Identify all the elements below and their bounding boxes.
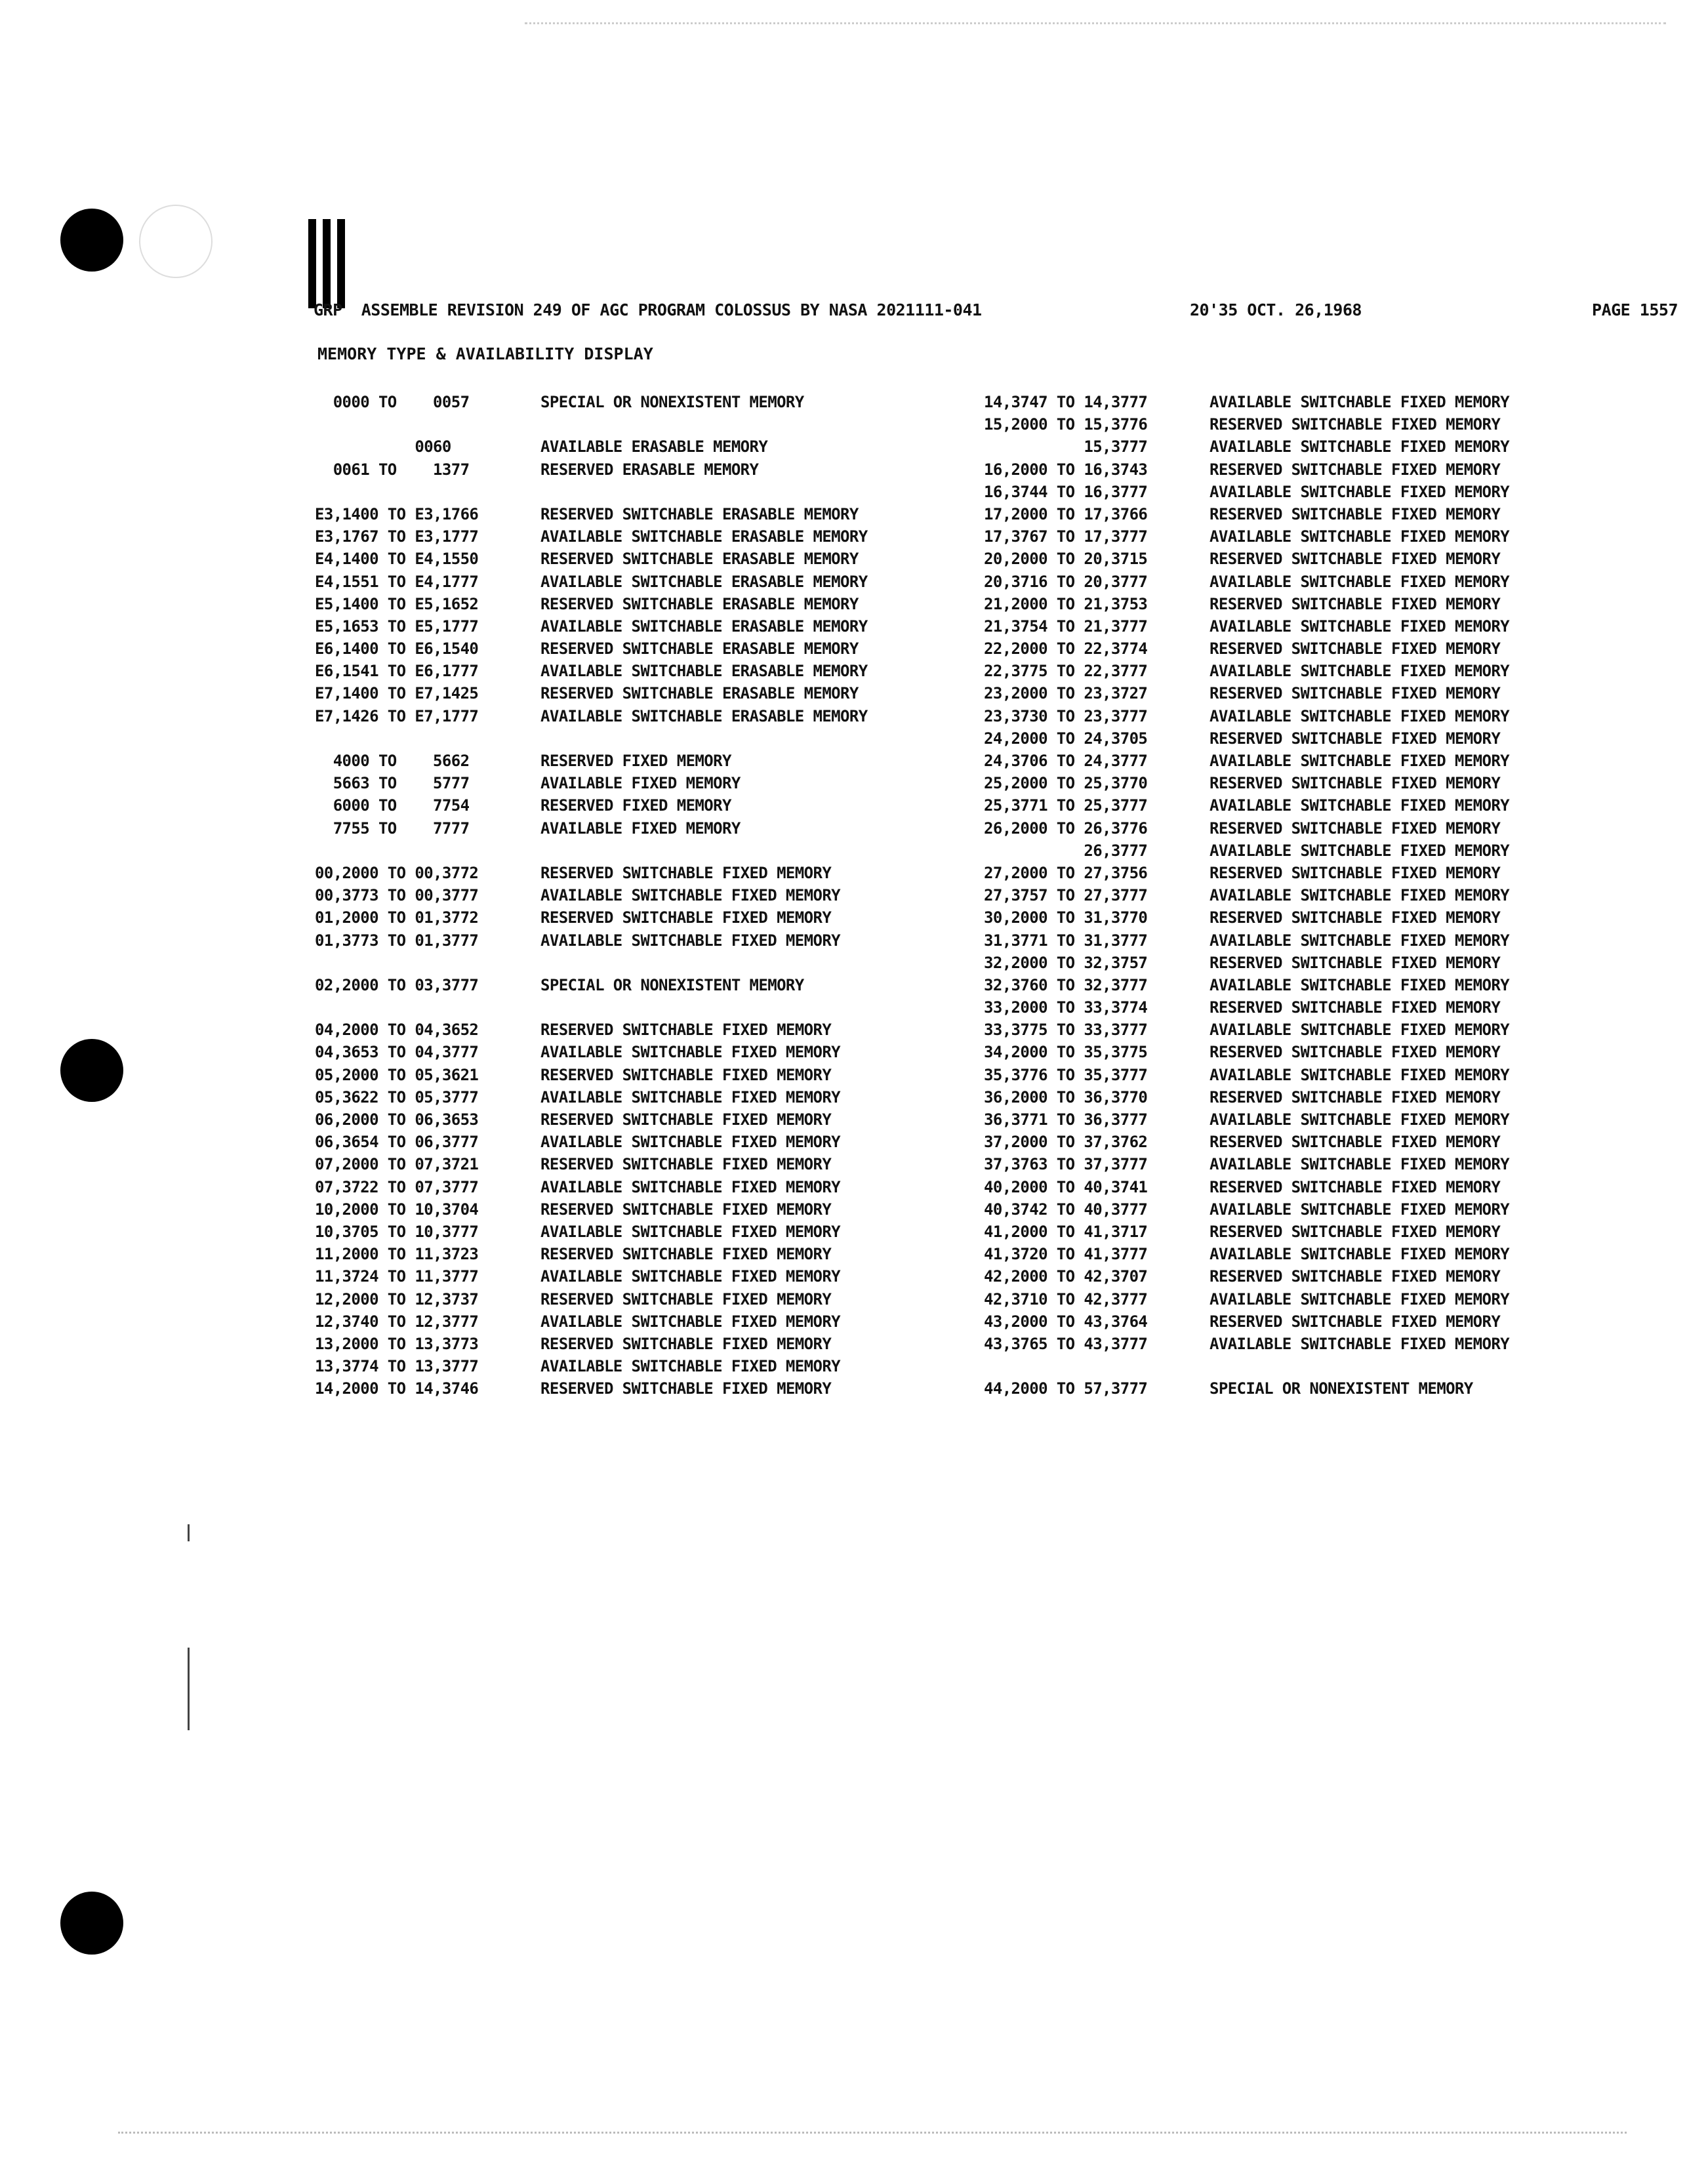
listing-title: GRP ASSEMBLE REVISION 249 OF AGC PROGRAM COLOSSUS BY NASA 2021111-041 [314,300,982,319]
address-range: 00,2000 TO 00,3772 [315,863,479,882]
memory-map-entry [315,884,971,906]
address-range: 06,3654 TO 06,3777 [315,1133,479,1152]
edge-mark [188,1648,190,1718]
memory-map-entry [984,1086,1640,1108]
address-range: 05,3622 TO 05,3777 [315,1087,479,1106]
memory-map-entry [315,750,971,772]
memory-type: AVAILABLE SWITCHABLE ERASABLE MEMORY [540,617,868,636]
memory-type: AVAILABLE SWITCHABLE FIXED MEMORY [1210,482,1510,501]
address-range: 0060 [315,437,451,457]
memory-map-entry [984,1041,1640,1063]
memory-type: RESERVED SWITCHABLE FIXED MEMORY [540,1334,832,1353]
memory-type: RESERVED SWITCHABLE FIXED MEMORY [540,1021,832,1040]
memory-map-entry [984,996,1640,1019]
listing-date: 20'35 OCT. 26,1968 [1190,300,1362,319]
memory-type: AVAILABLE SWITCHABLE FIXED MEMORY [540,1087,841,1106]
memory-map-entry [315,436,971,458]
address-range: 15,3777 [984,437,1148,457]
memory-map-entry [315,503,971,525]
address-range: 21,2000 TO 21,3753 [984,594,1148,613]
memory-type: RESERVED SWITCHABLE FIXED MEMORY [1210,594,1501,613]
memory-map-entry [315,1333,971,1355]
address-range: 22,2000 TO 22,3774 [984,639,1148,659]
memory-type: AVAILABLE ERASABLE MEMORY [540,437,768,457]
memory-map-entry [315,1310,971,1333]
memory-type: AVAILABLE SWITCHABLE FIXED MEMORY [540,1357,841,1376]
memory-type: AVAILABLE SWITCHABLE FIXED MEMORY [1210,527,1510,546]
address-range: 37,2000 TO 37,3762 [984,1133,1148,1152]
punch-hole-middle [60,1039,123,1102]
address-range: 07,2000 TO 07,3721 [315,1155,479,1174]
memory-type: AVAILABLE SWITCHABLE FIXED MEMORY [1210,706,1510,725]
address-range: 35,3776 TO 35,3777 [984,1065,1148,1084]
memory-map-entry [315,1064,971,1086]
memory-type: RESERVED SWITCHABLE ERASABLE MEMORY [540,684,859,703]
edge-mark [188,1718,190,1730]
memory-type: RESERVED SWITCHABLE FIXED MEMORY [1210,684,1501,703]
address-range: 02,2000 TO 03,3777 [315,975,479,994]
memory-map-entry [315,974,971,996]
memory-map-entry [315,1288,971,1310]
memory-map-entry [315,1019,971,1041]
address-range: 7755 TO 7777 [315,819,470,838]
address-range: 16,3744 TO 16,3777 [984,482,1148,501]
address-range: E4,1400 TO E4,1550 [315,550,479,569]
memory-type: AVAILABLE SWITCHABLE FIXED MEMORY [1210,1334,1510,1353]
memory-type: RESERVED SWITCHABLE ERASABLE MEMORY [540,639,859,659]
memory-type: RESERVED SWITCHABLE FIXED MEMORY [1210,1133,1501,1152]
memory-map-entry [315,1086,971,1108]
address-range: 12,2000 TO 12,3737 [315,1289,479,1309]
memory-map-entry [984,458,1640,481]
memory-type: RESERVED SWITCHABLE FIXED MEMORY [1210,1267,1501,1286]
address-range: 27,3757 TO 27,3777 [984,886,1148,905]
memory-map-entry [984,727,1640,750]
address-range: 20,2000 TO 20,3715 [984,550,1148,569]
scan-noise-top [525,22,1666,27]
memory-map-entry [984,525,1640,548]
memory-type: AVAILABLE SWITCHABLE FIXED MEMORY [1210,796,1510,815]
address-range: 23,2000 TO 23,3727 [984,684,1148,703]
page-number: PAGE 1557 [1592,300,1678,319]
address-range: 07,3722 TO 07,3777 [315,1177,479,1196]
address-range: 10,2000 TO 10,3704 [315,1200,479,1219]
memory-type: RESERVED SWITCHABLE FIXED MEMORY [1210,953,1501,972]
memory-map-left-column [315,391,971,1400]
address-range: 5663 TO 5777 [315,774,470,793]
memory-type: RESERVED SWITCHABLE FIXED MEMORY [1210,1177,1501,1196]
address-range: 04,2000 TO 04,3652 [315,1021,479,1040]
memory-map-entry [984,660,1640,682]
address-range: E6,1400 TO E6,1540 [315,639,479,659]
memory-map-entry [315,862,971,884]
memory-type: AVAILABLE SWITCHABLE FIXED MEMORY [1210,931,1510,950]
address-range: 24,3706 TO 24,3777 [984,752,1148,770]
memory-type: RESERVED SWITCHABLE FIXED MEMORY [540,1245,832,1264]
memory-type: AVAILABLE SWITCHABLE FIXED MEMORY [1210,752,1510,770]
memory-map-entry [315,593,971,615]
address-range: 33,2000 TO 33,3774 [984,998,1148,1017]
memory-type: RESERVED FIXED MEMORY [540,796,731,815]
memory-type: RESERVED SWITCHABLE FIXED MEMORY [540,908,832,927]
memory-type: RESERVED SWITCHABLE FIXED MEMORY [1210,819,1501,838]
memory-map-entry [984,772,1640,794]
memory-map-entry [315,906,971,929]
section-title: MEMORY TYPE & AVAILABILITY DISPLAY [317,344,653,363]
memory-type: AVAILABLE SWITCHABLE FIXED MEMORY [540,1267,841,1286]
address-range: 33,3775 TO 33,3777 [984,1021,1148,1040]
memory-map-entry [984,929,1640,952]
scan-noise-bottom [118,2132,1627,2138]
memory-type: AVAILABLE SWITCHABLE FIXED MEMORY [1210,1245,1510,1264]
memory-type: RESERVED SWITCHABLE ERASABLE MEMORY [540,504,859,523]
memory-type: RESERVED SWITCHABLE FIXED MEMORY [1210,1043,1501,1062]
memory-type: AVAILABLE SWITCHABLE FIXED MEMORY [540,1177,841,1196]
address-range: 14,2000 TO 14,3746 [315,1379,479,1398]
memory-type: RESERVED SWITCHABLE ERASABLE MEMORY [540,594,859,613]
address-range: 43,3765 TO 43,3777 [984,1334,1148,1353]
address-range: 26,3777 [984,841,1148,860]
memory-type: RESERVED SWITCHABLE FIXED MEMORY [1210,774,1501,793]
memory-type: AVAILABLE SWITCHABLE FIXED MEMORY [1210,437,1510,457]
memory-type: AVAILABLE SWITCHABLE ERASABLE MEMORY [540,527,868,546]
memory-map-entry [984,481,1640,503]
memory-map-entry [984,436,1640,458]
address-range: E7,1400 TO E7,1425 [315,684,479,703]
memory-map-entry [984,1153,1640,1175]
memory-map-entry [315,794,971,817]
address-range: E6,1541 TO E6,1777 [315,662,479,681]
memory-map-entry [984,391,1640,413]
memory-map-entry [984,571,1640,593]
memory-map-entry [315,548,971,570]
memory-map-entry [315,458,971,481]
memory-map-entry [315,1355,971,1377]
memory-type: RESERVED SWITCHABLE FIXED MEMORY [540,863,832,882]
memory-type: RESERVED SWITCHABLE FIXED MEMORY [540,1200,832,1219]
address-range: 17,2000 TO 17,3766 [984,504,1148,523]
memory-type: RESERVED SWITCHABLE FIXED MEMORY [1210,415,1501,434]
punch-hole-top [60,209,123,272]
address-range: 40,2000 TO 40,3741 [984,1177,1148,1196]
address-range: 20,3716 TO 20,3777 [984,572,1148,591]
memory-map-entry [315,1198,971,1221]
address-range: 0061 TO 1377 [315,460,470,479]
memory-map-entry [984,1064,1640,1086]
memory-type: AVAILABLE SWITCHABLE FIXED MEMORY [1210,1021,1510,1040]
address-range: 36,2000 TO 36,3770 [984,1087,1148,1106]
memory-type: RESERVED SWITCHABLE FIXED MEMORY [1210,504,1501,523]
address-range: 01,2000 TO 01,3772 [315,908,479,927]
address-range: 43,2000 TO 43,3764 [984,1312,1148,1331]
memory-map-entry [984,906,1640,929]
printer-bar-mark [306,219,365,311]
memory-map-entry [315,1041,971,1063]
address-range: 06,2000 TO 06,3653 [315,1110,479,1129]
address-range: 41,2000 TO 41,3717 [984,1222,1148,1241]
memory-map-entry [984,705,1640,727]
address-range: 32,3760 TO 32,3777 [984,975,1148,994]
memory-type: RESERVED SWITCHABLE FIXED MEMORY [1210,1312,1501,1331]
memory-map-right-column [984,391,1640,1400]
memory-map-entry [315,1221,971,1243]
address-range: 25,3771 TO 25,3777 [984,796,1148,815]
memory-type: AVAILABLE SWITCHABLE FIXED MEMORY [540,1312,841,1331]
memory-map-entry [984,615,1640,638]
memory-type: RESERVED SWITCHABLE FIXED MEMORY [540,1289,832,1309]
memory-map-entry [984,1108,1640,1131]
memory-type: RESERVED SWITCHABLE FIXED MEMORY [540,1155,832,1174]
memory-map-entry [315,1108,971,1131]
address-range: 11,3724 TO 11,3777 [315,1267,479,1286]
memory-type: AVAILABLE SWITCHABLE FIXED MEMORY [1210,975,1510,994]
memory-map-entry [984,548,1640,570]
memory-map-entry [984,1377,1640,1400]
memory-type: AVAILABLE SWITCHABLE ERASABLE MEMORY [540,572,868,591]
memory-map-entry [984,952,1640,974]
address-range: 27,2000 TO 27,3756 [984,863,1148,882]
memory-type: SPECIAL OR NONEXISTENT MEMORY [540,393,804,411]
memory-type: AVAILABLE SWITCHABLE ERASABLE MEMORY [540,706,868,725]
memory-map-entry [315,525,971,548]
punch-hole-outline [139,205,213,278]
address-range: 41,3720 TO 41,3777 [984,1245,1148,1264]
memory-map-entry [984,1288,1640,1310]
address-range: 12,3740 TO 12,3777 [315,1312,479,1331]
address-range: 17,3767 TO 17,3777 [984,527,1148,546]
memory-type: AVAILABLE SWITCHABLE FIXED MEMORY [540,931,841,950]
address-range: 00,3773 TO 00,3777 [315,886,479,905]
address-range: 11,2000 TO 11,3723 [315,1245,479,1264]
memory-type: AVAILABLE SWITCHABLE FIXED MEMORY [1210,1065,1510,1084]
memory-map-entry [984,794,1640,817]
memory-map-entry [315,660,971,682]
memory-map-entry [984,593,1640,615]
memory-map-entry [315,1131,971,1153]
memory-map-entry [315,1265,971,1288]
address-range: 4000 TO 5662 [315,752,470,770]
address-range: 26,2000 TO 26,3776 [984,819,1148,838]
memory-type: AVAILABLE FIXED MEMORY [540,819,741,838]
memory-map-entry [315,682,971,704]
address-range: 37,3763 TO 37,3777 [984,1155,1148,1174]
memory-type: RESERVED SWITCHABLE FIXED MEMORY [1210,1087,1501,1106]
memory-type: RESERVED ERASABLE MEMORY [540,460,759,479]
memory-map-entry [984,974,1640,996]
memory-map-entry [984,1265,1640,1288]
memory-type: RESERVED SWITCHABLE FIXED MEMORY [1210,908,1501,927]
memory-type: SPECIAL OR NONEXISTENT MEMORY [540,975,804,994]
memory-type: AVAILABLE SWITCHABLE FIXED MEMORY [1210,1110,1510,1129]
memory-type: AVAILABLE SWITCHABLE FIXED MEMORY [1210,1155,1510,1174]
address-range: E7,1426 TO E7,1777 [315,706,479,725]
memory-map-entry [984,1019,1640,1041]
memory-type: RESERVED FIXED MEMORY [540,752,731,770]
memory-type: AVAILABLE SWITCHABLE FIXED MEMORY [1210,1289,1510,1309]
memory-map-entry [984,503,1640,525]
memory-type: AVAILABLE SWITCHABLE ERASABLE MEMORY [540,662,868,681]
address-range: 42,3710 TO 42,3777 [984,1289,1148,1309]
memory-type: RESERVED SWITCHABLE FIXED MEMORY [540,1065,832,1084]
memory-type: RESERVED SWITCHABLE FIXED MEMORY [540,1379,832,1398]
address-range: 21,3754 TO 21,3777 [984,617,1148,636]
memory-type: RESERVED SWITCHABLE FIXED MEMORY [540,1110,832,1129]
memory-map-entry [984,413,1640,436]
address-range: 36,3771 TO 36,3777 [984,1110,1148,1129]
memory-type: RESERVED SWITCHABLE FIXED MEMORY [1210,863,1501,882]
address-range: 42,2000 TO 42,3707 [984,1267,1148,1286]
address-range: 13,3774 TO 13,3777 [315,1357,479,1376]
memory-type: RESERVED SWITCHABLE ERASABLE MEMORY [540,550,859,569]
memory-map-entry [984,1198,1640,1221]
memory-type: AVAILABLE SWITCHABLE FIXED MEMORY [1210,617,1510,636]
memory-type: RESERVED SWITCHABLE FIXED MEMORY [1210,998,1501,1017]
address-range: 6000 TO 7754 [315,796,470,815]
page-header [314,300,1678,327]
address-range: 31,3771 TO 31,3777 [984,931,1148,950]
memory-map-entry [984,884,1640,906]
address-range: 04,3653 TO 04,3777 [315,1043,479,1062]
memory-type: AVAILABLE SWITCHABLE FIXED MEMORY [1210,841,1510,860]
memory-type: AVAILABLE SWITCHABLE FIXED MEMORY [540,1133,841,1152]
address-range: 23,3730 TO 23,3777 [984,706,1148,725]
address-range: 05,2000 TO 05,3621 [315,1065,479,1084]
memory-map-entry [984,1333,1640,1355]
address-range: 40,3742 TO 40,3777 [984,1200,1148,1219]
address-range: E5,1400 TO E5,1652 [315,594,479,613]
memory-map-entry [315,638,971,660]
memory-type: AVAILABLE SWITCHABLE FIXED MEMORY [540,1043,841,1062]
memory-map-entry [315,391,971,413]
address-range: E5,1653 TO E5,1777 [315,617,479,636]
address-range: E3,1400 TO E3,1766 [315,504,479,523]
address-range: 22,3775 TO 22,3777 [984,662,1148,681]
edge-mark [188,1524,190,1541]
memory-map-entry [315,929,971,952]
address-range: 15,2000 TO 15,3776 [984,415,1148,434]
memory-type: AVAILABLE SWITCHABLE FIXED MEMORY [1210,1200,1510,1219]
address-range: 0000 TO 0057 [315,393,470,411]
address-range: 13,2000 TO 13,3773 [315,1334,479,1353]
memory-map-entry [315,571,971,593]
memory-map-entry [984,1176,1640,1198]
memory-type: AVAILABLE SWITCHABLE FIXED MEMORY [540,886,841,905]
memory-map-entry [315,615,971,638]
memory-type: RESERVED SWITCHABLE FIXED MEMORY [1210,639,1501,659]
memory-type: AVAILABLE SWITCHABLE FIXED MEMORY [540,1222,841,1241]
address-range: 01,3773 TO 01,3777 [315,931,479,950]
memory-map-entry [984,750,1640,772]
address-range: 44,2000 TO 57,3777 [984,1379,1148,1398]
address-range: E3,1767 TO E3,1777 [315,527,479,546]
memory-map-entry [315,1176,971,1198]
memory-type: AVAILABLE SWITCHABLE FIXED MEMORY [1210,662,1510,681]
memory-map-entry [984,1310,1640,1333]
memory-type: SPECIAL OR NONEXISTENT MEMORY [1210,1379,1473,1398]
memory-map-entry [315,772,971,794]
address-range: 30,2000 TO 31,3770 [984,908,1148,927]
memory-type: RESERVED SWITCHABLE FIXED MEMORY [1210,1222,1501,1241]
punch-hole-bottom [60,1892,123,1955]
memory-type: RESERVED SWITCHABLE FIXED MEMORY [1210,460,1501,479]
memory-map-entry [315,705,971,727]
memory-map-entry [984,1131,1640,1153]
memory-type: RESERVED SWITCHABLE FIXED MEMORY [1210,729,1501,748]
memory-type: AVAILABLE FIXED MEMORY [540,774,741,793]
memory-type: AVAILABLE SWITCHABLE FIXED MEMORY [1210,886,1510,905]
memory-map-entry [984,817,1640,840]
memory-map-entry [315,817,971,840]
memory-map-entry [984,1221,1640,1243]
memory-type: AVAILABLE SWITCHABLE FIXED MEMORY [1210,572,1510,591]
memory-map-entry [984,638,1640,660]
address-range: 32,2000 TO 32,3757 [984,953,1148,972]
memory-map-entry [315,1377,971,1400]
memory-map-entry [984,682,1640,704]
memory-map-entry [984,1243,1640,1265]
memory-map-entry [984,840,1640,862]
address-range: 14,3747 TO 14,3777 [984,393,1148,411]
address-range: 25,2000 TO 25,3770 [984,774,1148,793]
memory-type: RESERVED SWITCHABLE FIXED MEMORY [1210,550,1501,569]
address-range: 10,3705 TO 10,3777 [315,1222,479,1241]
memory-type: AVAILABLE SWITCHABLE FIXED MEMORY [1210,393,1510,411]
memory-map-entry [315,1153,971,1175]
address-range: 24,2000 TO 24,3705 [984,729,1148,748]
address-range: E4,1551 TO E4,1777 [315,572,479,591]
memory-map-entry [984,862,1640,884]
memory-map-entry [315,1243,971,1265]
address-range: 16,2000 TO 16,3743 [984,460,1148,479]
address-range: 34,2000 TO 35,3775 [984,1043,1148,1062]
